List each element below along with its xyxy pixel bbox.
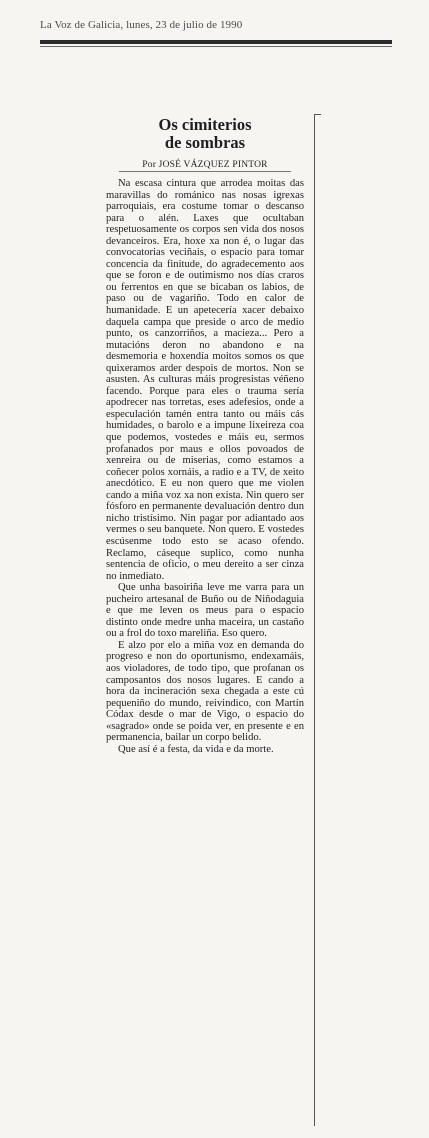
masthead-rule-thick — [40, 40, 392, 44]
masthead-dateline: La Voz de Galicia, lunes, 23 de julio de 1990 — [40, 19, 243, 31]
column-divider-tick — [314, 114, 321, 115]
body-paragraph: Que unha basoiriña leve me varra para un pucheiro artesanal de Buño ou de Niñodaguia e que me leven os meus para o espacio distinto onde medre unha maceira, un castaño ou a frol do toxo mareliña. Eso quero. — [106, 582, 304, 640]
headline-line-2: de sombras — [164, 133, 246, 152]
masthead-rule-thin — [40, 46, 392, 47]
column-divider — [314, 114, 315, 1126]
headline-line-1: Os cimiterios — [158, 115, 252, 134]
body-paragraph: Na escasa cintura que arrodea moitas das maravillas do románico nas nosas igrexas parroquiais, era costume tomar o descanso para o alén. Laxes que ocultaban respetuosamente os corpos sen vida dos nosos devanceiros. Era, hoxe xa non é, o lugar das convocatorias veciñais, o espacio para tomar concencia da finitude, do agradecemento aos que se foron e de outimismo nos días craros ou ferrentos en que se bicaban os labios, de paso ou de vagariño. Todo en calor de humanidade. E un apetecería xacer debaixo daquela campa que preside o arco de medio punto, os canzorriños, a macieza... Pero a mutacións deron no abandono e na desmemoria e hoxendía moitos somos os que quixeramos arder despois de mortos. Non se asusten. As culturas máis progresistas véñeno facendo. Porque para eles o trauma sería apodrecer nas torretas, eses adefesios, onde a especulación tamén entra tanto ou máis cás humidades, o barolo e a impune lixeireza coa que podemos, vostedes e máis eu, sermos profanados por maus e ollos povoados de xenreira ou de miserias, como estamos a coñecer polos xornáis, a radio e a TV, de xeito anecdótico. E eu non quero que me violen cando a miña voz xa non exista. Nin quero ser fósforo en permanente devaluación dentro dun nicho tristísimo. Nin pagar por adiantado aos vermes o seu banquete. Non quero. E vostedes escúsenme todo esto se acaso ofendo. Reclamo, cáseque suplico, como nunha sentencia de oficio, o meu dereito a ser cinza no inmediato. — [106, 178, 304, 582]
body-paragraph: Que así é a festa, da vida e da morte. — [118, 743, 274, 755]
article-body — [106, 178, 304, 755]
article-byline: Por JOSÉ VÁZQUEZ PINTOR — [119, 160, 291, 172]
article — [106, 116, 304, 755]
article-headline — [106, 116, 304, 152]
body-paragraph: E alzo por elo a miña voz en demanda do progreso e non do oportunismo, endexamáis, aos violadores, de todo tipo, que profanan os camposantos dos nosos lugares. E cando a hora da incineración sexa chegada a este cú pequeniño do mundo, reivindico, con Martín Códax desde o mar de Vigo, o espacio do «sagrado» onde se poida ver, en presente e en permanencia, bailar un corpo belido. — [106, 639, 304, 744]
